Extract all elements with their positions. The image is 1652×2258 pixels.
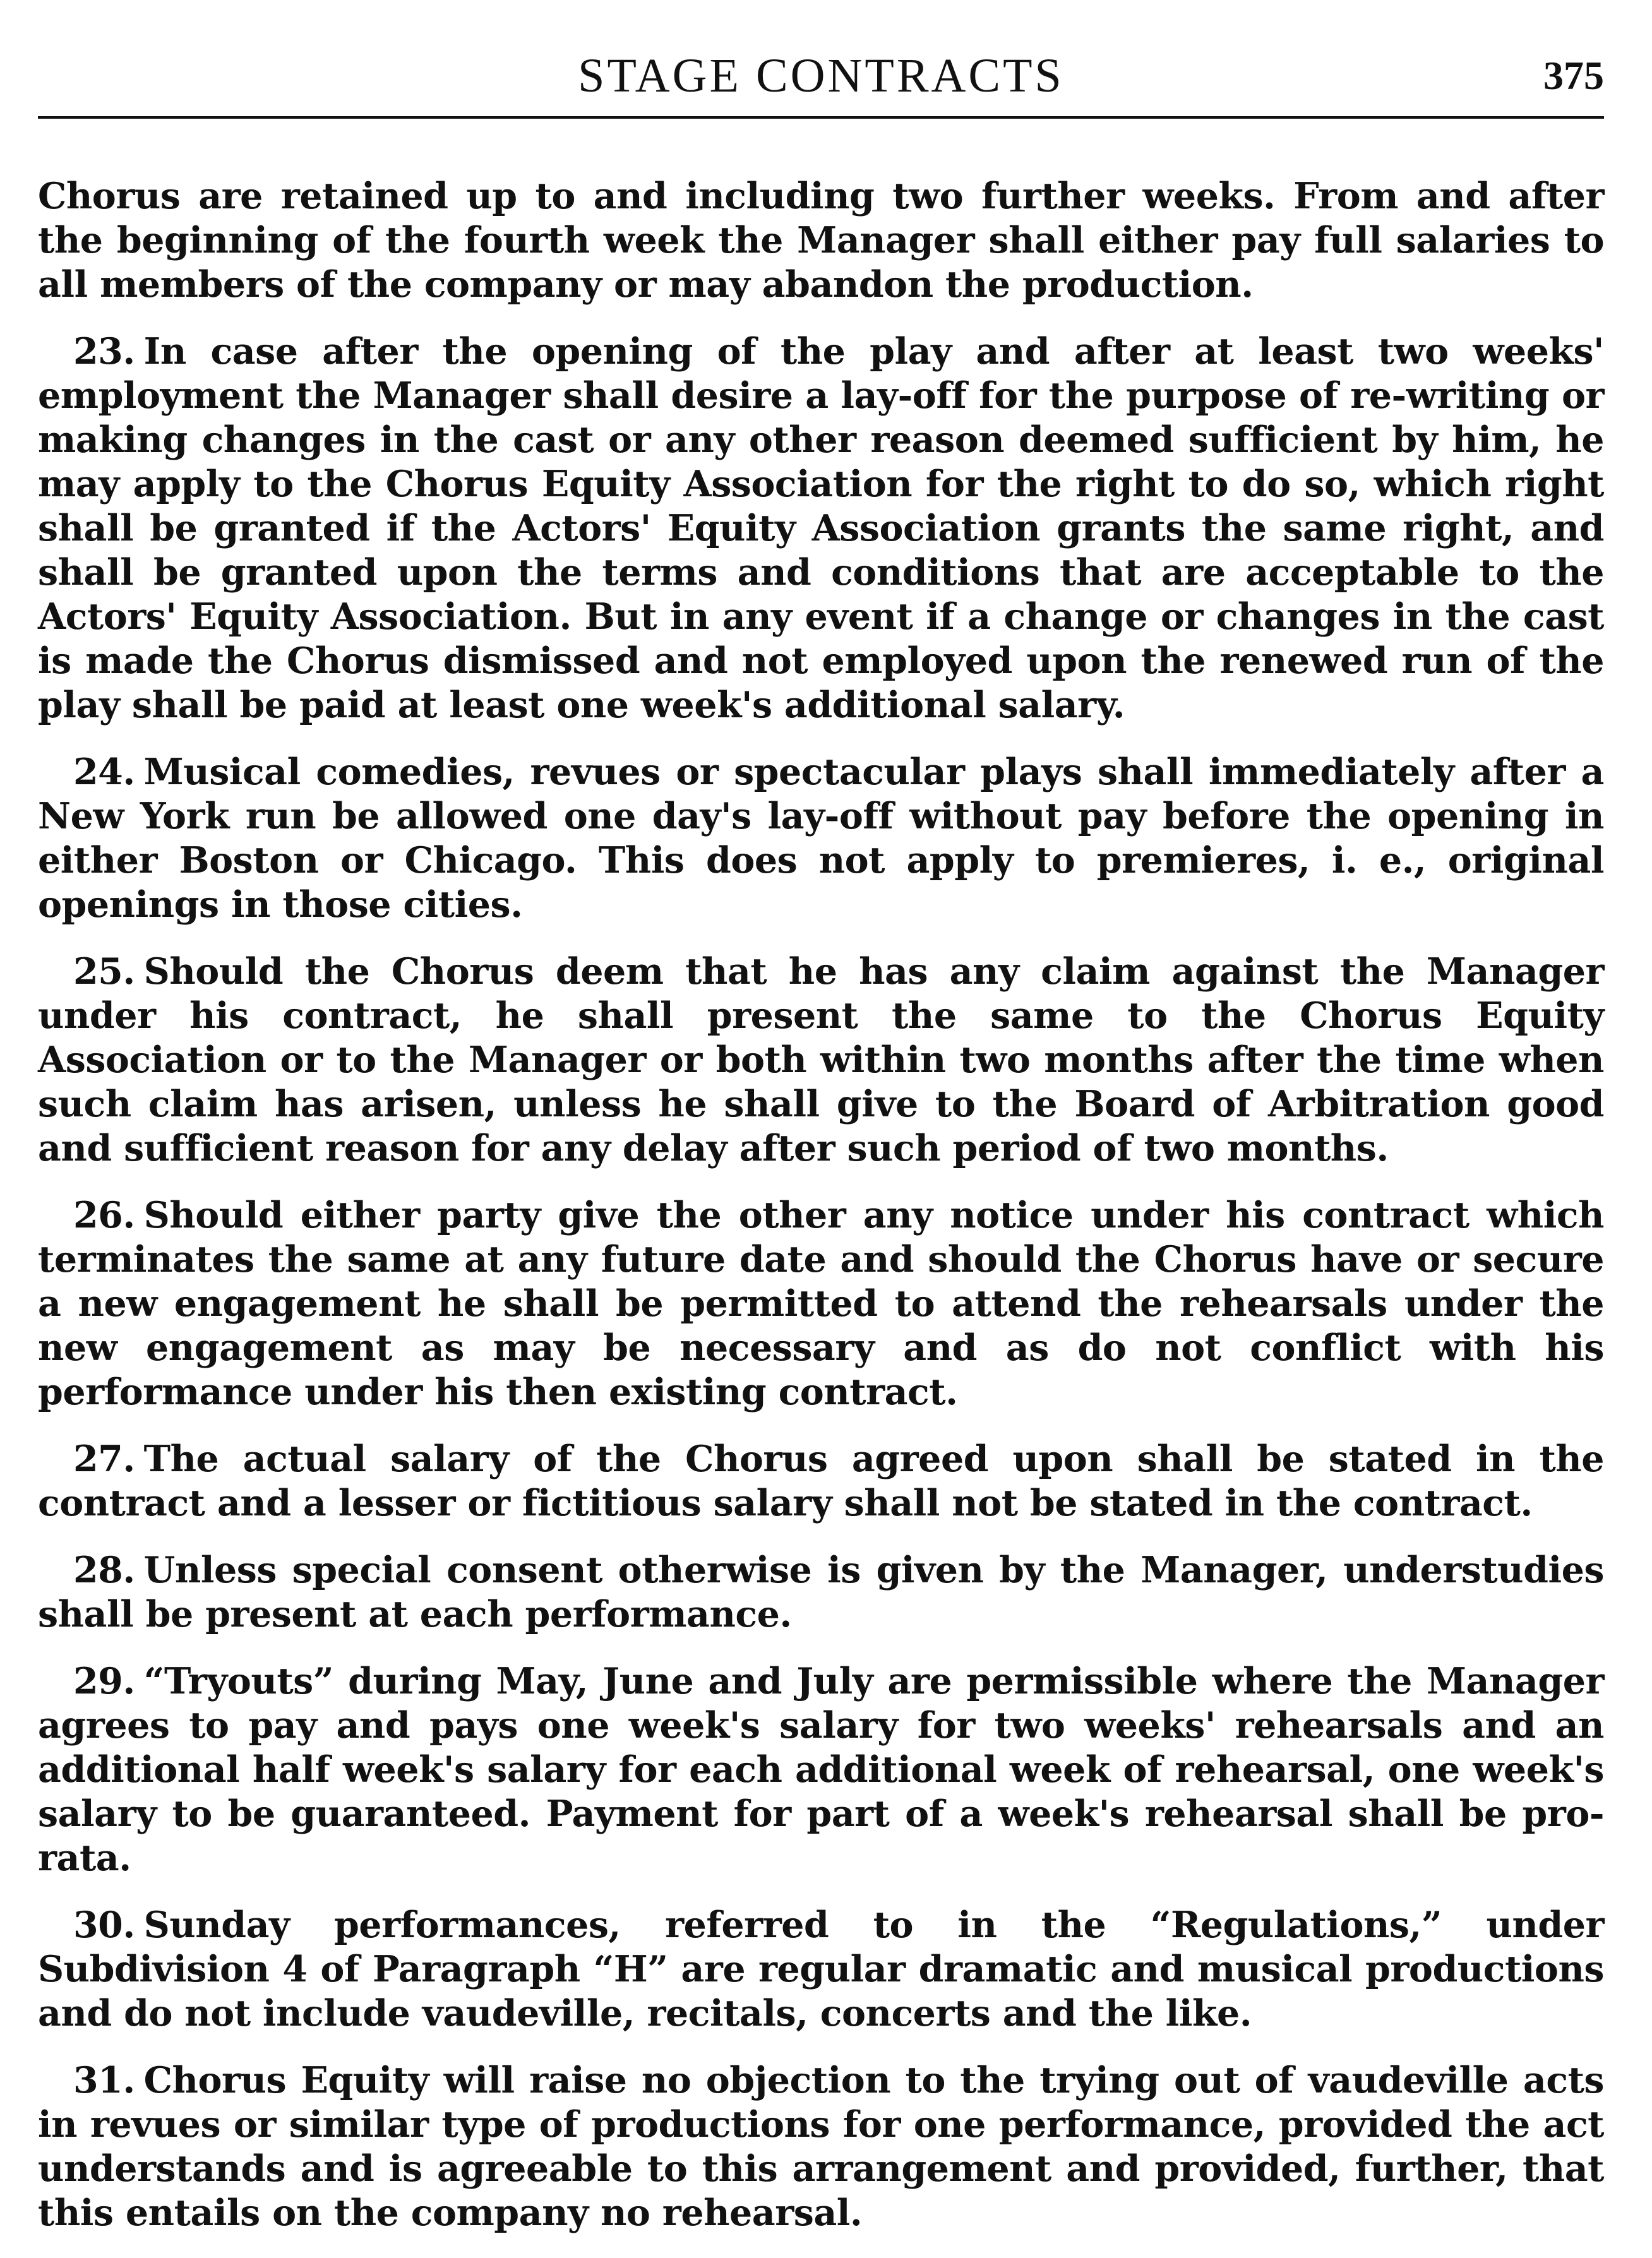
paragraph-number: 30.	[73, 1904, 135, 1946]
running-title: STAGE CONTRACTS	[578, 49, 1064, 102]
paragraph-text: Chorus Equity will raise no objection to the trying out of vaudeville acts in revues or similar type of productions for one performance, provided the act understands and is agreeable to this arrangement and provided, further, that this entails on the company no rehearsal.	[38, 2059, 1604, 2234]
paragraph-text: The actual salary of the Chorus agreed upon shall be stated in the contract and a lesser or fictitious salary shall not be stated in the contract.	[38, 1438, 1604, 1524]
paragraph-text: Should the Chorus deem that he has any claim against the Manager under his contract, he shall present the same to the Chorus Equity Association or to the Manager or both within two months after the time when such claim has arisen, unless he shall give to the Board of Arbitration good and sufficient reason for any delay after such period of two months.	[38, 950, 1604, 1169]
running-head	[38, 44, 1604, 107]
paragraph-31	[38, 2058, 1604, 2235]
paragraph-text: Chorus are retained up to and including two further weeks. From and after the beginning of the fourth week the Manager shall either pay full salaries to all members of the company or may abandon the production.	[38, 175, 1604, 306]
header-rule	[38, 116, 1604, 119]
paragraph-number: 28.	[73, 1549, 135, 1591]
paragraph-text: In case after the opening of the play and after at least two weeks' employment the Manager shall desire a lay-off for the purpose of re-writing or making changes in the cast or any other reason deemed sufficient by him, he may apply to the Chorus Equity Association for the right to do so, which right shall be granted if the Actors' Equity Association grants the same right, and shall be granted upon the terms and conditions that are acceptable to the Actors' Equity Association. But in any event if a change or changes in the cast is made the Chorus dismissed and not employed upon the renewed run of the play shall be paid at least one week's additional salary.	[38, 330, 1604, 726]
paragraph-continuation	[38, 174, 1604, 307]
paragraph-text: Sunday performances, referred to in the “Regulations,” under Subdivision 4 of Paragraph “H” are regular dramatic and musical productions and do not include vaudeville, recitals, concerts and the like.	[38, 1904, 1604, 2034]
paragraph-number: 31.	[73, 2059, 135, 2101]
paragraph-number: 27.	[73, 1438, 135, 1480]
paragraph-30	[38, 1903, 1604, 2036]
paragraph-23	[38, 330, 1604, 727]
paragraph-text: Unless special consent otherwise is given by the Manager, understudies shall be present at each performance.	[38, 1549, 1604, 1635]
paragraph-27	[38, 1437, 1604, 1526]
body-text	[38, 174, 1604, 2258]
paragraph-number: 29.	[73, 1660, 135, 1702]
paragraph-24	[38, 750, 1604, 927]
book-page	[38, 0, 1604, 2248]
paragraph-number: 26.	[73, 1194, 135, 1236]
paragraph-29	[38, 1659, 1604, 1880]
paragraph-text: “Tryouts” during May, June and July are permissible where the Manager agrees to pay and pays one week's salary for two weeks' rehearsals and an additional half week's salary for each additional week of rehearsal, one week's salary to be guaranteed. Payment for part of a week's rehearsal shall be pro-rata.	[38, 1660, 1604, 1879]
page-number: 375	[1543, 53, 1604, 98]
paragraph-number: 24.	[73, 751, 135, 793]
paragraph-text: Musical comedies, revues or spectacular plays shall immediately after a New York run be allowed one day's lay-off without pay before the opening in either Boston or Chicago. This does not apply to premieres, i. e., original openings in those cities.	[38, 751, 1604, 926]
paragraph-number: 25.	[73, 950, 135, 993]
paragraph-26	[38, 1193, 1604, 1414]
paragraph-28	[38, 1548, 1604, 1637]
paragraph-text: Should either party give the other any notice under his contract which terminates the same at any future date and should the Chorus have or secure a new engagement he shall be permitted to attend the rehearsals under the new engagement as may be necessary and as do not conflict with his performance under his then existing contract.	[38, 1194, 1604, 1413]
paragraph-25	[38, 950, 1604, 1171]
paragraph-number: 23.	[73, 330, 135, 373]
